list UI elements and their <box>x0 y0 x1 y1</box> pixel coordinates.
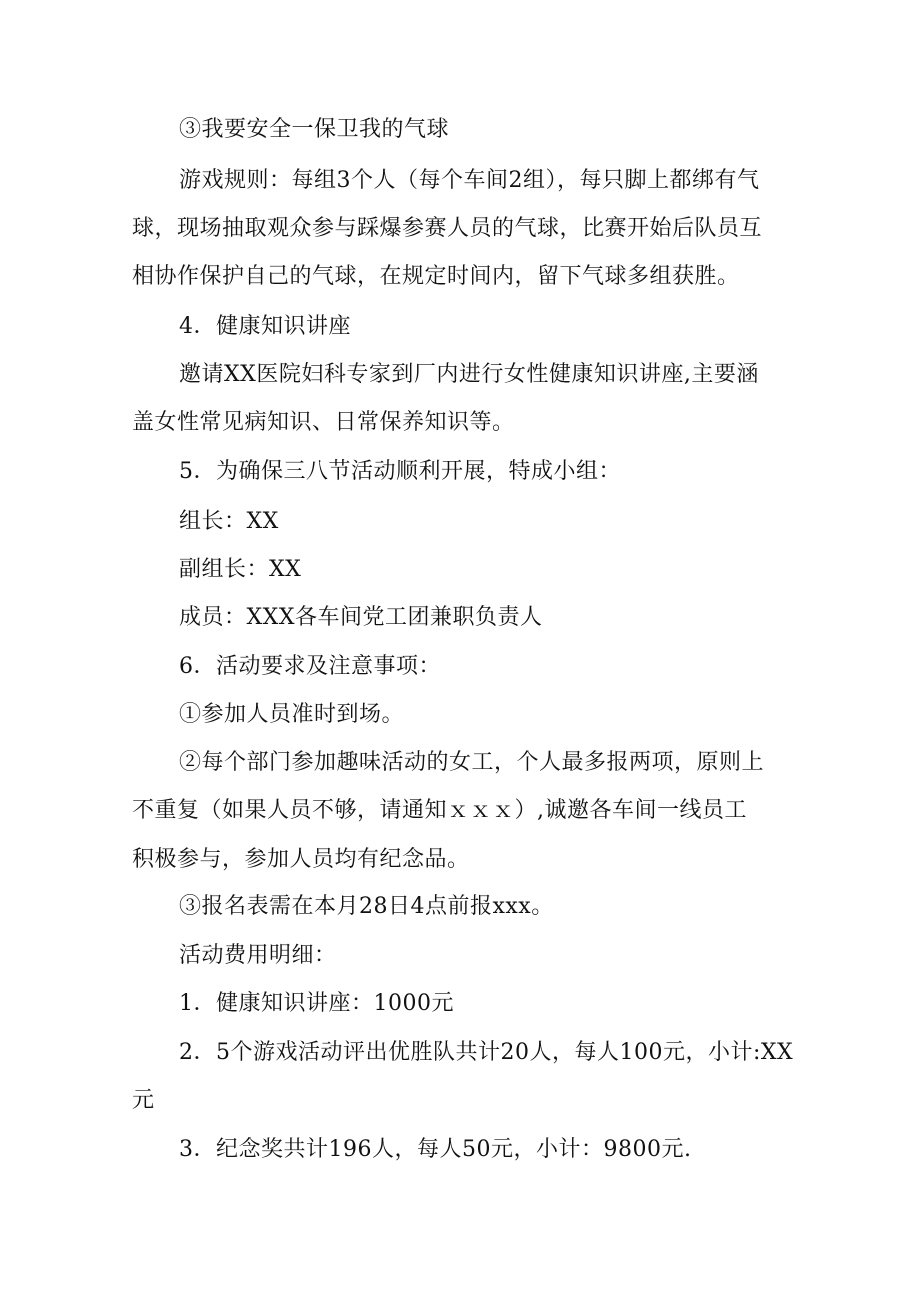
text-line: 积极参与，参加人员均有纪念品。 <box>132 847 470 872</box>
text-line: 组长：XX <box>179 509 279 534</box>
section-heading: 4．健康知识讲座 <box>179 314 351 339</box>
section-heading: 5．为确保三八节活动顺利开展，特成小组： <box>179 459 621 484</box>
text-line: 盖女性常见病知识、日常保养知识等。 <box>132 410 515 435</box>
text-line: 不重复（如果人员不够，请通知ｘｘｘ）,诚邀各车间一线员工 <box>132 798 747 823</box>
text-line: ③报名表需在本月28日4点前报xxx。 <box>179 894 554 919</box>
text-line: ③我要安全一保卫我的气球 <box>179 117 450 142</box>
text-line: 相协作保护自己的气球，在规定时间内，留下气球多组获胜。 <box>132 264 740 289</box>
text-line: ②每个部门参加趣味活动的女工，个人最多报两项，原则上 <box>179 750 765 775</box>
text-line: 球，现场抽取观众参与踩爆参赛人员的气球，比赛开始后队员互 <box>132 216 763 241</box>
section-heading: 6．活动要求及注意事项： <box>179 654 441 679</box>
section-heading: 活动费用明细： <box>179 943 337 968</box>
text-line: 副组长：XX <box>179 557 302 582</box>
list-item: 3．纪念奖共计196人，每人50元，小计：9800元. <box>179 1137 692 1162</box>
text-line: 成员：XXX各车间党工团兼职负责人 <box>179 605 543 630</box>
list-item: 2．5个游戏活动评出优胜队共计20人，每人100元，小计:XX <box>179 1040 794 1065</box>
text-line: ①参加人员准时到场。 <box>179 702 405 727</box>
text-line: 邀请XX医院妇科专家到厂内进行女性健康知识讲座,主要涵 <box>179 362 759 387</box>
text-line: 元 <box>132 1088 155 1113</box>
list-item: 1．健康知识讲座：1000元 <box>179 991 454 1016</box>
text-line: 游戏规则：每组3个人（每个车间2组），每只脚上都绑有气 <box>179 168 760 193</box>
